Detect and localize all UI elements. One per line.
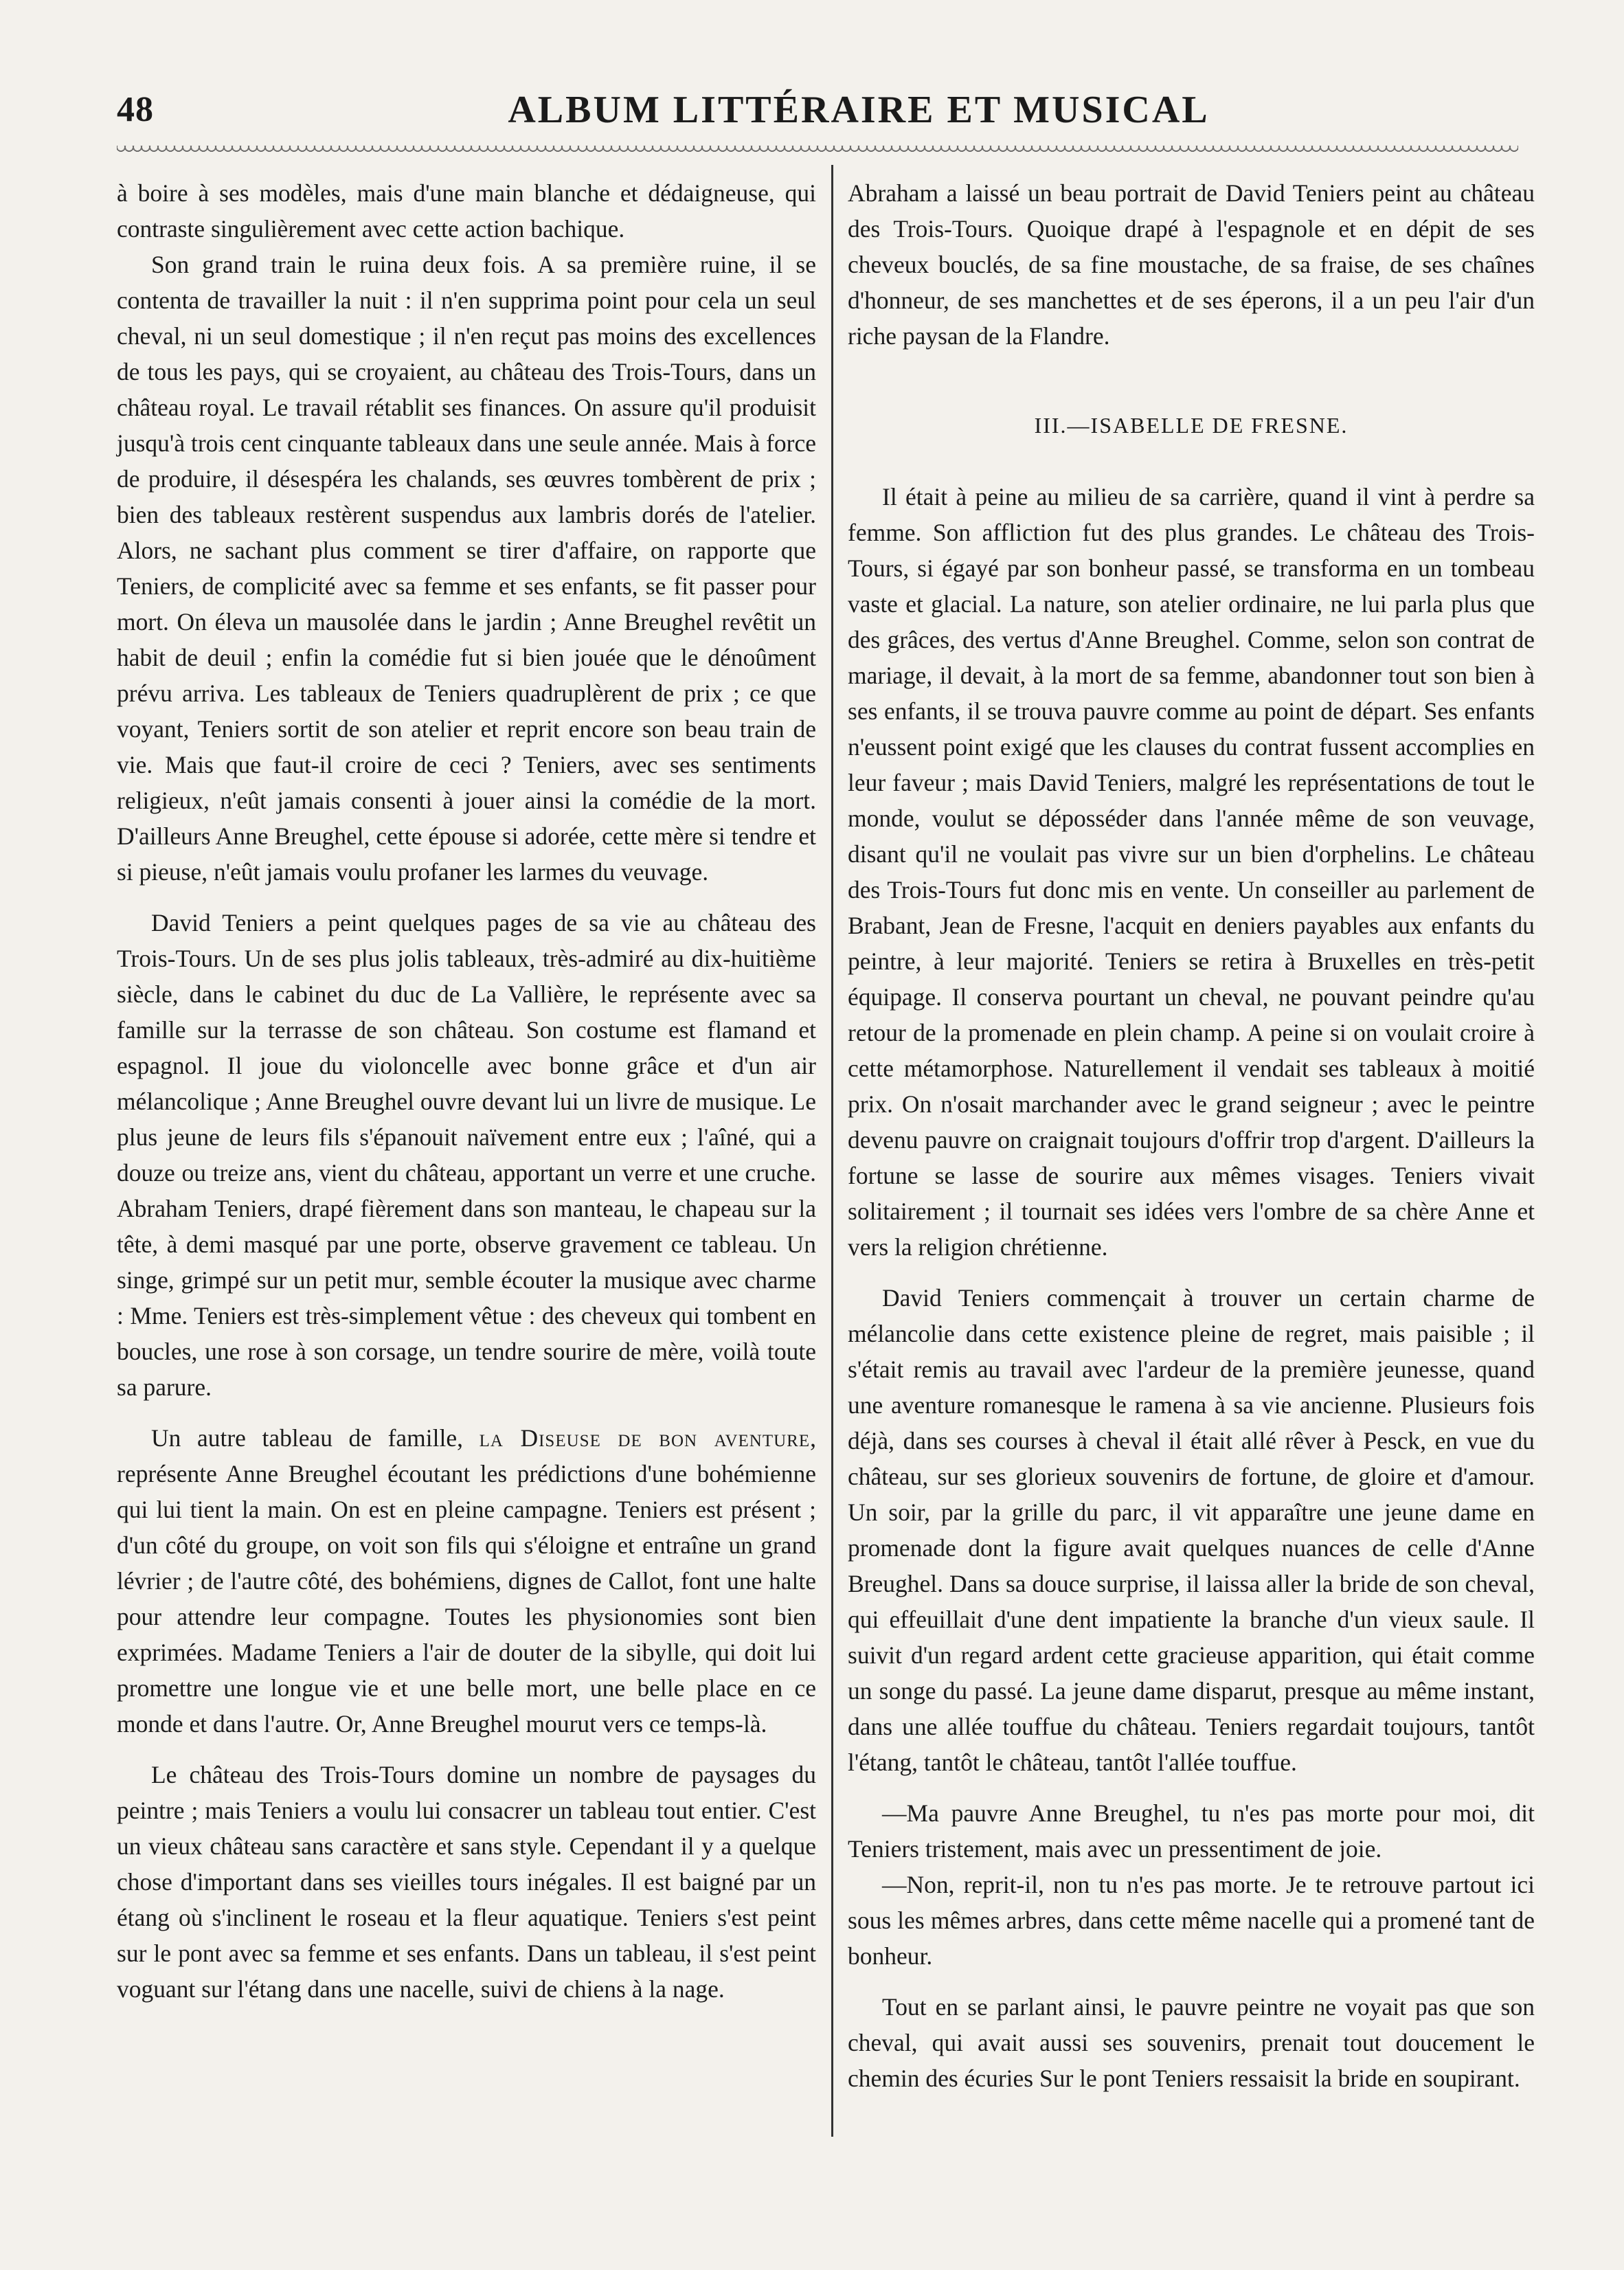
paragraph: à boire à ses modèles, mais d'une main blanche et dédaigneuse, qui contraste singulièrement avec cette action bachique. [117, 179, 816, 243]
paragraph: David Teniers commençait à trouver un certain charme de mélancolie dans cette existence pleine de regret, mais paisible ; il s'était remis au travail avec l'ardeur de la première jeunesse, quand une aventure romanesque le ramena à sa vie ancienne. Plusieurs fois déjà, dans ses courses à cheval il était allé rêver à Pesck, en vue du château, sur ses glorieux souvenirs de fortune, de gloire et d'amour. Un soir, par la grille du parc, il vit apparaître une jeune dame en promenade dont la figure avait quelques nuances de celle d'Anne Breughel. Dans sa douce surprise, il laissa aller la bride de son cheval, qui effeuillait d'une dent impatiente la branche d'un vieux saule. Il suivit d'un regard ardent cette gracieuse apparition, qui était comme un songe du passé. La jeune dame disparut, presque au même instant, dans une allée touffue du château. Teniers regardait toujours, tantôt l'étang, tantôt le château, tantôt l'allée touffue. [848, 1284, 1535, 1776]
text-run: , représente Anne Breughel écoutant les prédictions d'une bohémienne qui lui tient la main. On est en pleine campagne. Teniers est présent ; d'un côté du groupe, on voit son fils qui s'éloigne et entraîne un grand lévrier ; de l'autre côté, des bohémiens, dignes de Callot, font une halte pour attendre leur compagne. Toutes les physionomies sont bien exprimées. Madame Teniers a l'air de douter de la sibylle, qui doit lui promettre une longue vie et une belle mort, une belle place en ce monde et dans l'autre. Or, Anne Breughel mourut vers ce temps-là. [117, 1424, 816, 1738]
right-column [848, 175, 1535, 2096]
paragraph: —Ma pauvre Anne Breughel, tu n'es pas morte pour moi, dit Teniers tristement, mais avec un pressentiment de joie. [848, 1799, 1535, 1863]
page-number: 48 [117, 90, 154, 129]
running-title: ALBUM LITTÉRAIRE ET MUSICAL [508, 89, 1210, 131]
left-column [117, 175, 816, 2007]
paragraph: Tout en se parlant ainsi, le pauvre peintre ne voyait pas que son cheval, qui avait aussi ses souvenirs, prenait tout doucement le chemin des écuries Sur le pont Teniers ressaisit la bride en soupirant. [848, 1993, 1535, 2092]
paragraph: David Teniers a peint quelques pages de sa vie au château des Trois-Tours. Un de ses plus jolis tableaux, très-admiré au dix-huitième siècle, dans le cabinet du duc de La Vallière, le représente avec sa famille sur la terrasse de son château. Son costume est flamand et espagnol. Il joue du violoncelle avec bonne grâce et d'un air mélancolique ; Anne Breughel ouvre devant lui un livre de musique. Le plus jeune de leurs fils s'épanouit naïvement entre eux ; l'aîné, qui a douze ou treize ans, vient du château, apportant un verre et une cruche. Abraham Teniers, drapé fièrement dans son manteau, le chapeau sur la tête, à demi masqué par une porte, observe gravement ce tableau. Un singe, grimpé sur un petit mur, semble écouter la musique avec charme : Mme. Teniers est très-simplement vêtue : des cheveux qui tombent en boucles, une rose à son corsage, un tendre sourire de mère, voilà toute sa parure. [117, 909, 816, 1401]
column-divider [831, 165, 833, 2137]
page-header [117, 88, 1518, 143]
paragraph: —Non, reprit-il, non tu n'es pas morte. Je te retrouve partout ici sous les mêmes arbres, dans cette même nacelle qui a promené tant de bonheur. [848, 1871, 1535, 1970]
paragraph: Son grand train le ruina deux fois. A sa première ruine, il se contenta de travailler la nuit : il n'en supprima point pour cela un seul cheval, ni un seul domestique ; il n'en reçut pas moins des excellences de tous les pays, qui se croyaient, au château des Trois-Tours, dans un château royal. Le travail rétablit ses finances. On assure qu'il produisit jusqu'à trois cent cinquante tableaux dans une seule année. Mais à force de produire, il désespéra les chalands, ses œuvres tombèrent de prix ; bien des tableaux restèrent suspendus aux lambris dorés de l'atelier. Alors, ne sachant plus comment se tirer d'affaire, on rapporte que Teniers, de complicité avec sa femme et ses enfants, se fit passer pour mort. On éleva un mausolée dans le jardin ; Anne Breughel revêtit un habit de deuil ; enfin la comédie fut si bien jouée que le dénoûment prévu arriva. Les tableaux de Teniers quadruplèrent de prix ; ce que voyant, Teniers sortit de son atelier et reprit encore son beau train de vie. Mais que faut-il croire de ceci ? Teniers, avec ses sentiments religieux, n'eût jamais consenti à jouer ainsi la comédie de la mort. D'ailleurs Anne Breughel, cette épouse si adorée, cette mère si tendre et si pieuse, n'eût jamais voulu profaner les larmes du veuvage. [117, 251, 816, 886]
paragraph: Le château des Trois-Tours domine un nombre de paysages du peintre ; mais Teniers a voulu lui consacrer un tableau tout entier. C'est un vieux château sans caractère et sans style. Cependant il y a quelque chose d'important dans ses vieilles tours inégales. Il est baigné par un étang où s'inclinent le roseau et la fleur aquatique. Teniers s'est peint sur le pont avec sa femme et ses enfants. Dans un tableau, il s'est peint voguant sur l'étang dans une nacelle, suivi de chiens à la nage. [117, 1761, 816, 2003]
paragraph: Il était à peine au milieu de sa carrière, quand il vint à perdre sa femme. Son affliction fut des plus grandes. Le château des Trois-Tours, si égayé par son bonheur passé, se transforma en un tombeau vaste et glacial. La nature, son atelier ordinaire, ne lui parla plus que des grâces, des vertus d'Anne Breughel. Comme, selon son contrat de mariage, il devait, à la mort de sa femme, abandonner tout son bien à ses enfants, il se trouva pauvre comme au point de départ. Ses enfants n'eussent point exigé que les clauses du contrat fussent accomplies en leur faveur ; mais David Teniers, malgré les représentations de tout le monde, voulut se déposséder dans l'année même de son veuvage, disant qu'il ne voulait pas vivre sur un bien d'orphelins. Le château des Trois-Tours fut donc mis en vente. Un conseiller au parlement de Brabant, Jean de Fresne, l'acquit en deniers payables aux enfants du peintre, à leur majorité. Teniers se retira à Bruxelles en très-petit équipage. Il conserva pourtant un cheval, ne pouvant peindre qu'au retour de la promenade en plein champ. A peine si on voulait croire à cette métamorphose. Naturellement il vendait ses tableaux à moitié prix. On n'osait marchander avec le grand seigneur ; avec le peintre devenu pauvre on craignait toujours d'offrir trop d'argent. D'ailleurs la fortune se lasse de sourire aux mêmes visages. Teniers vivait solitairement ; il tournait ses idées vers l'ombre de sa chère Anne et vers la religion chrétienne. [848, 483, 1535, 1261]
text-run: Un autre tableau de famille, [151, 1424, 480, 1452]
paragraph: Abraham a laissé un beau portrait de David Teniers peint au château des Trois-Tours. Quoique drapé à l'espagnole et en dépit de ses cheveux bouclés, de sa fine moustache, de sa fraise, de ses chaînes d'honneur, de ses manchettes et de ses éperons, il a un peu l'air d'un riche paysan de la Flandre. [848, 179, 1535, 350]
paragraph [117, 1420, 816, 1742]
section-heading: III.—ISABELLE DE FRESNE. [1034, 413, 1349, 438]
painting-title: la Diseuse de bon aventure [479, 1424, 811, 1452]
header-wavy-rule [117, 146, 1518, 155]
